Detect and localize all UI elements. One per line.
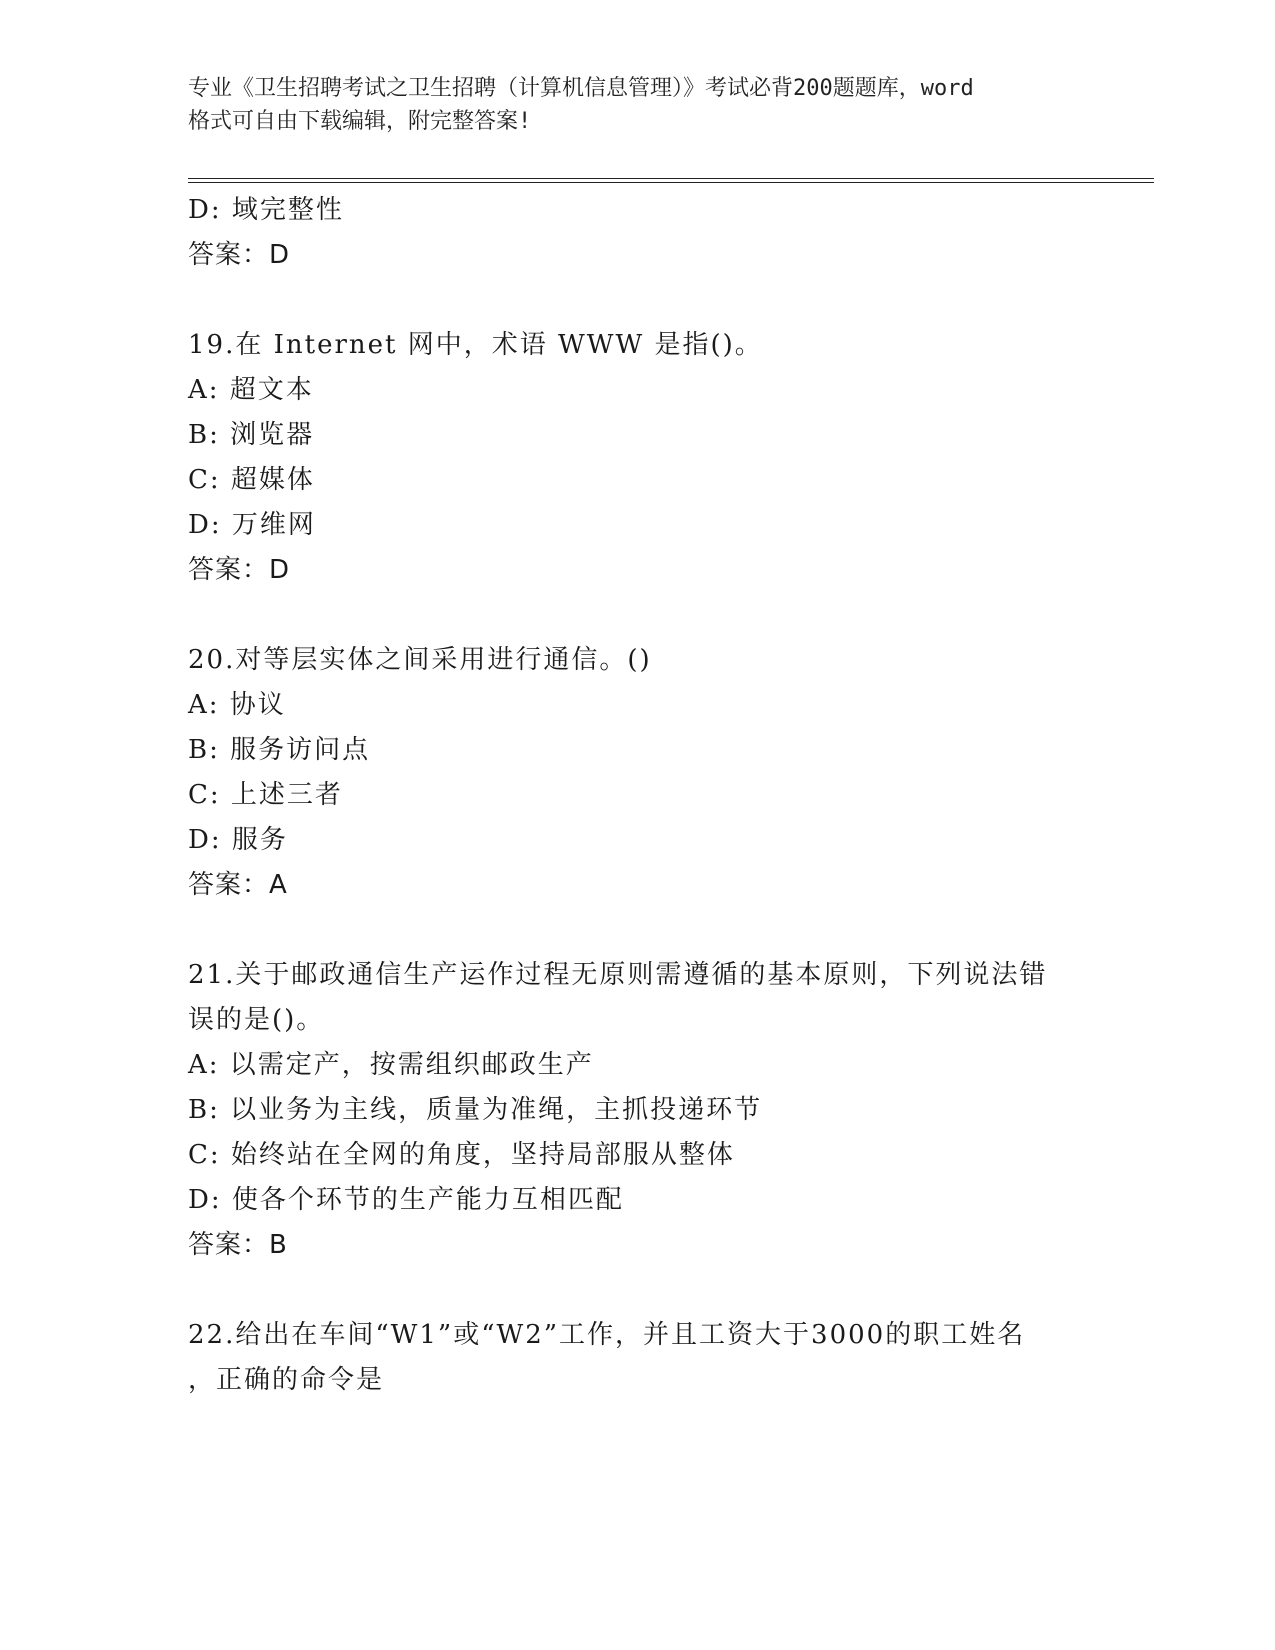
question-20: [188, 638, 1088, 908]
spacer: [188, 278, 1088, 323]
answer: 答案：D: [188, 240, 291, 270]
option-b: B: 浏览器: [188, 420, 315, 450]
question-text: 19.在 Internet 网中，术语 WWW 是指()。: [188, 330, 763, 360]
option-c: C: 上述三者: [188, 780, 343, 810]
answer: 答案：A: [188, 870, 288, 900]
header-line-1: 专业《卫生招聘考试之卫生招聘（计算机信息管理）》考试必背200题题库，word: [188, 76, 974, 101]
question-text-line-2: ，正确的命令是: [188, 1365, 385, 1395]
option-d: D: 使各个环节的生产能力互相匹配: [188, 1185, 624, 1215]
option-d: D: 万维网: [188, 510, 316, 540]
option-d: D: 服务: [188, 825, 288, 855]
option-b: B: 以业务为主线，质量为准绳，主抓投递环节: [188, 1095, 763, 1125]
spacer: [188, 593, 1088, 638]
header-line-2: 格式可自由下载编辑，附完整答案!: [188, 109, 532, 134]
option-c: C: 始终站在全网的角度，坚持局部服从整体: [188, 1140, 735, 1170]
question-text-line-2: 误的是()。: [188, 1005, 325, 1035]
answer: 答案：D: [188, 555, 291, 585]
question-text-line-1: 21.关于邮政通信生产运作过程无原则需遵循的基本原则，下列说法错: [188, 960, 1048, 990]
option-a: A: 以需定产，按需组织邮政生产: [188, 1050, 594, 1080]
question-21: [188, 953, 1088, 1268]
document-header: [188, 72, 1088, 138]
option-b: B: 服务访问点: [188, 735, 371, 765]
option-d: D: 域完整性: [188, 195, 344, 225]
option-a: A: 协议: [188, 690, 286, 720]
question-19: [188, 323, 1088, 593]
question-22: [188, 1313, 1088, 1403]
option-c: C: 超媒体: [188, 465, 315, 495]
question-content: [188, 188, 1088, 1403]
question-text: 20.对等层实体之间采用进行通信。(): [188, 645, 652, 675]
spacer: [188, 908, 1088, 953]
spacer: [188, 1268, 1088, 1313]
option-a: A: 超文本: [188, 375, 314, 405]
header-divider: [188, 178, 1154, 183]
answer: 答案：B: [188, 1230, 288, 1260]
question-text-line-1: 22.给出在车间“W1”或“W2”工作，并且工资大于3000的职工姓名: [188, 1320, 1026, 1350]
